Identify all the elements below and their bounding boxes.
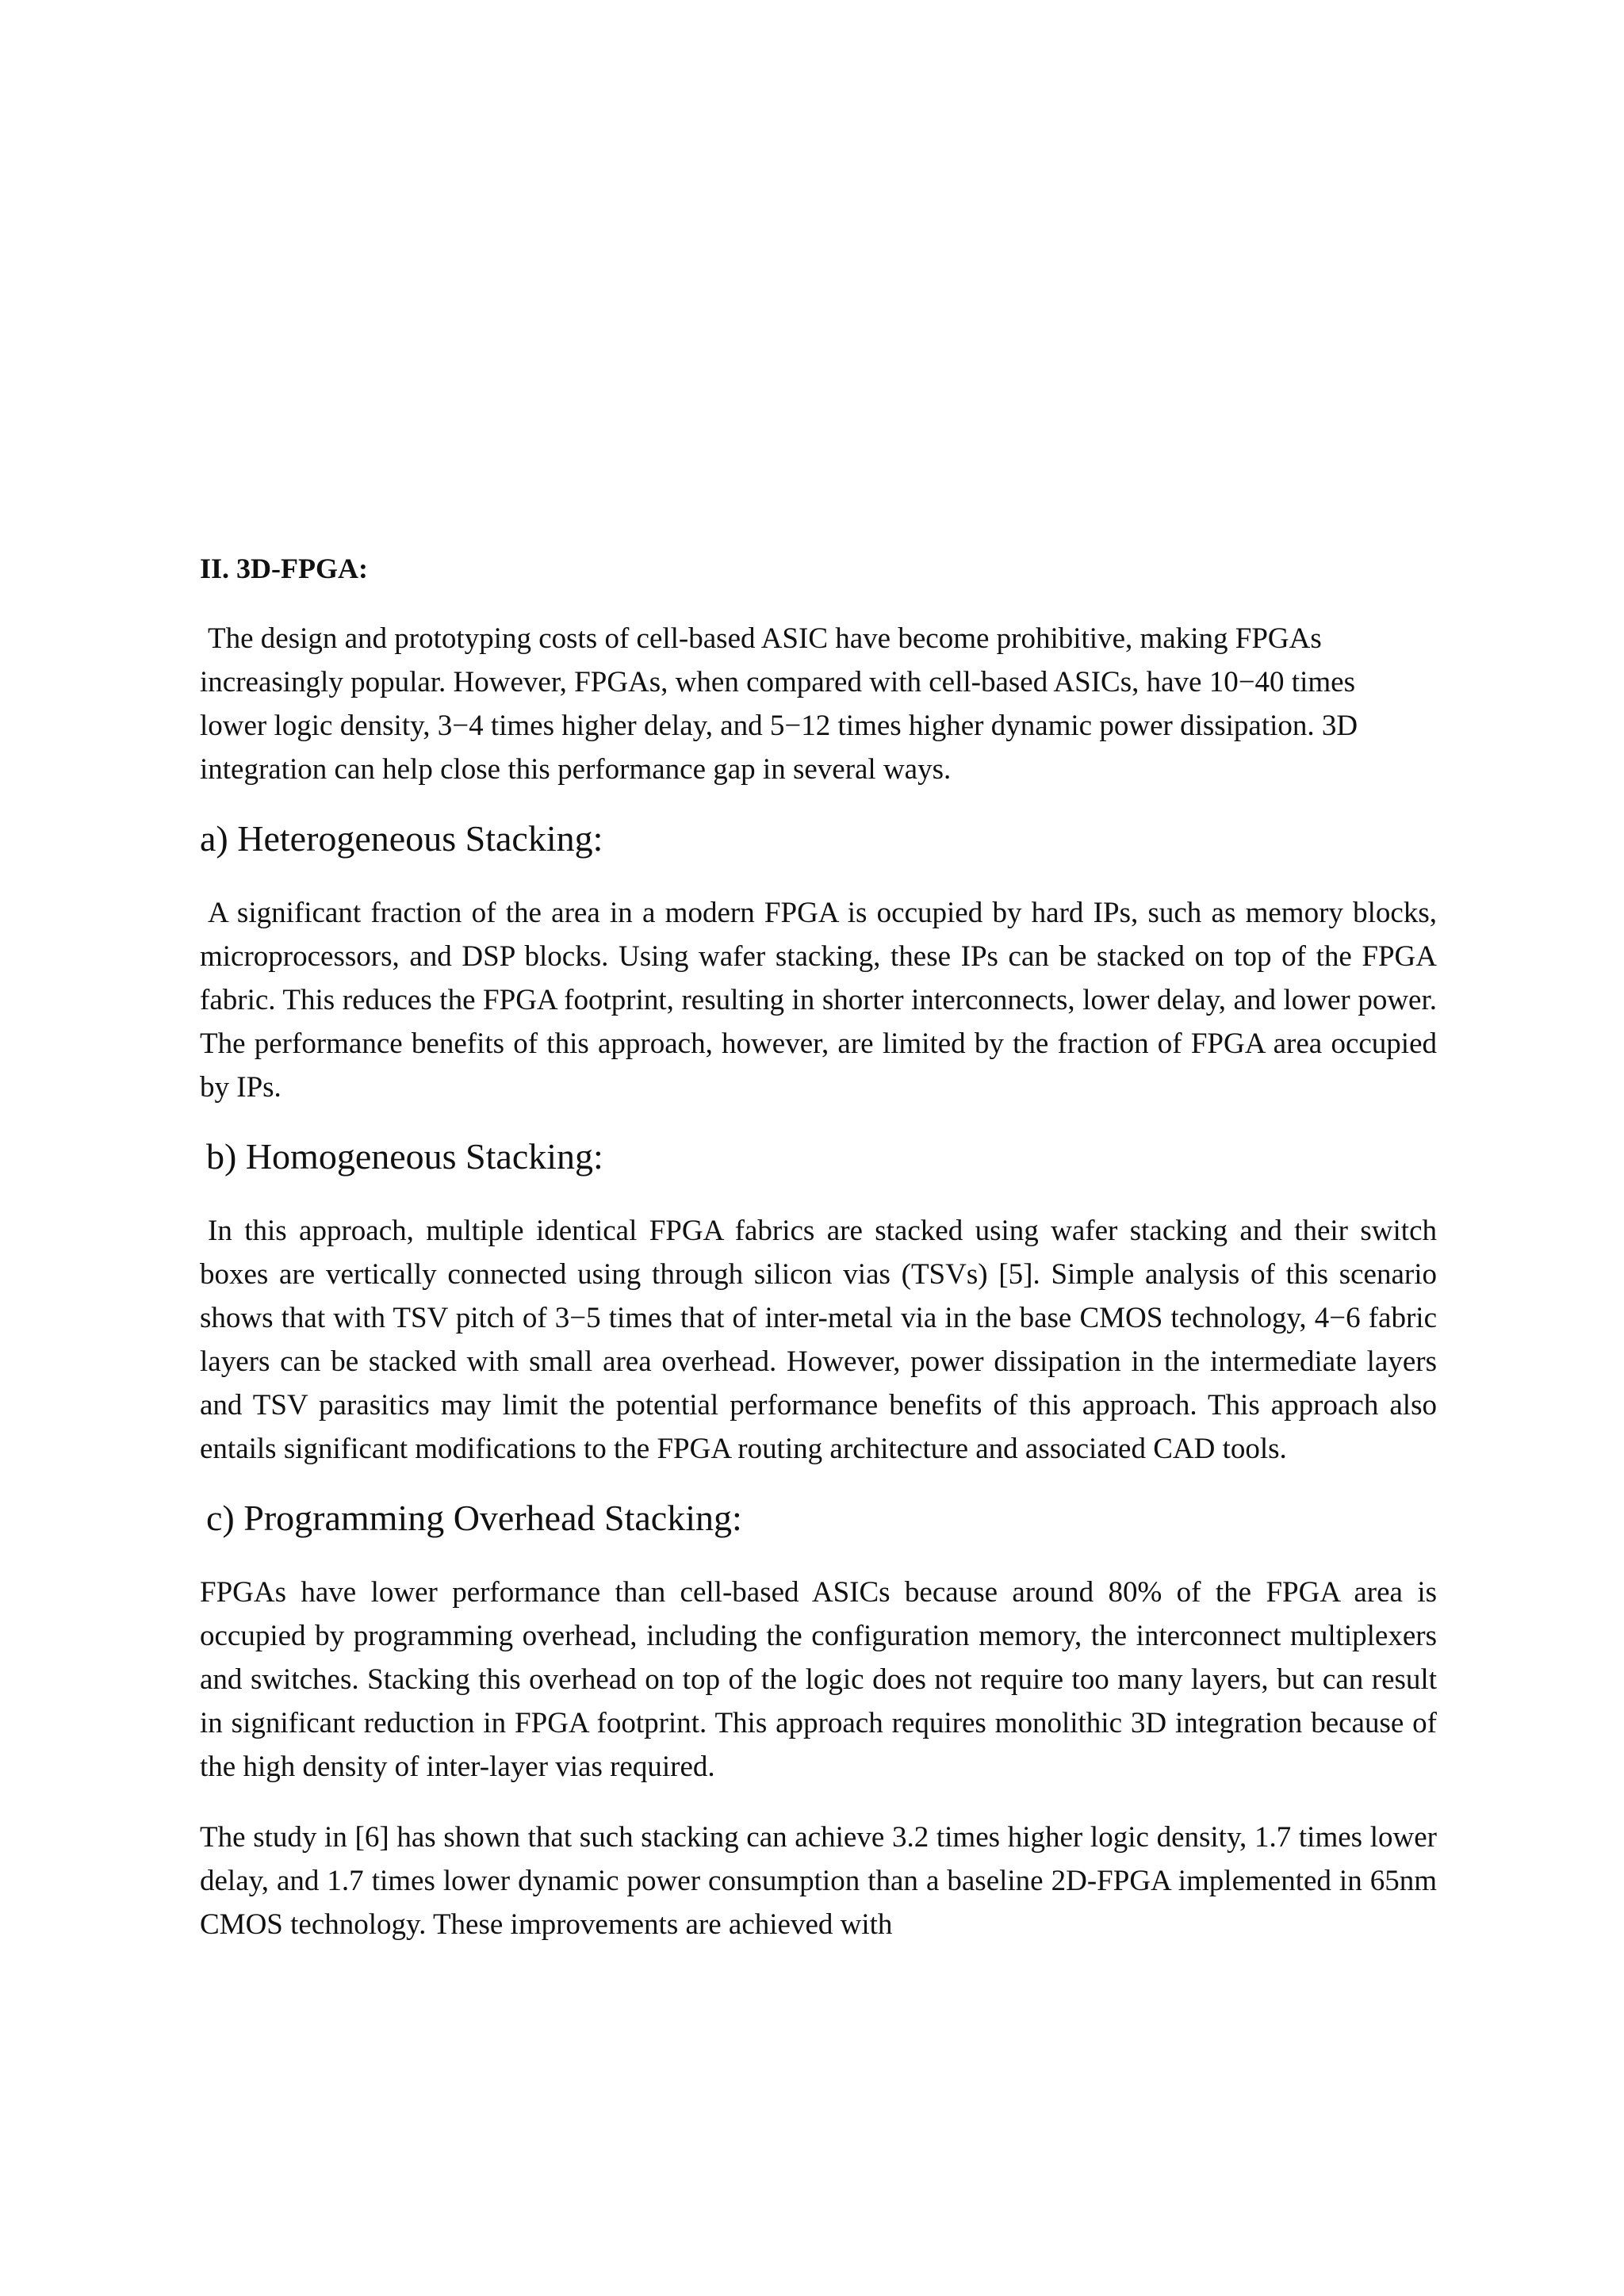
subsection-heading-homogeneous: b) Homogeneous Stacking: (206, 1136, 603, 1177)
paragraph-programming-overhead: FPGAs have lower performance than cell-based ASICs because around 80% of the FPGA area is occupied by programming overhead, including the configuration memory, the interconnect multiplexers and switches. Stacking this overhead on top of the logic does not require too many layers, but can result in significant reduction in FPGA footprint. This approach requires monolithic 3D integration because of the high density of inter-layer vias required. (200, 1576, 1437, 1783)
paragraph-heterogeneous: A significant fraction of the area in a modern FPGA is occupied by hard IPs, such as memory blocks, microprocessors, and DSP blocks. Using wafer stacking, these IPs can be stacked on top of the FPGA fabric. This reduces the FPGA footprint, resulting in shorter interconnects, lower delay, and lower power. The performance benefits of this approach, however, are limited by the fraction of FPGA area occupied by IPs. (200, 897, 1437, 1104)
document-content (200, 547, 1437, 1946)
section-title: II. 3D-FPGA: (200, 553, 368, 584)
paragraph-spacer (200, 1789, 1437, 1816)
subsection-heading-heterogeneous: a) Heterogeneous Stacking: (200, 818, 603, 859)
paragraph-study-results: The study in [6] has shown that such stacking can achieve 3.2 times higher logic density, 1.7 times lower delay, and 1.7 times lower dynamic power consumption than a baseline 2D-FPGA implemented in 65nm CMOS technology. These improvements are achieved with (200, 1821, 1437, 1941)
intro-paragraph: The design and prototyping costs of cell-based ASIC have become prohibitive, making FPGAs increasingly popular. However, FPGAs, when compared with cell-based ASICs, have 10−40 times lower logic density, 3−4 times higher delay, and 5−12 times higher dynamic power dissipation. 3D integration can help close this performance gap in several ways. (200, 622, 1358, 786)
paragraph-homogeneous: In this approach, multiple identical FPGA fabrics are stacked using wafer stacking and their switch boxes are vertically connected using through silicon vias (TSVs) [5]. Simple analysis of this scenario shows that with TSV pitch of 3−5 times that of inter-metal via in the base CMOS technology, 4−6 fabric layers can be stacked with small area overhead. However, power dissipation in the intermediate layers and TSV parasitics may limit the potential performance benefits of this approach. This approach also entails significant modifications to the FPGA routing architecture and associated CAD tools. (200, 1215, 1437, 1465)
subsection-heading-programming-overhead: c) Programming Overhead Stacking: (206, 1498, 742, 1538)
